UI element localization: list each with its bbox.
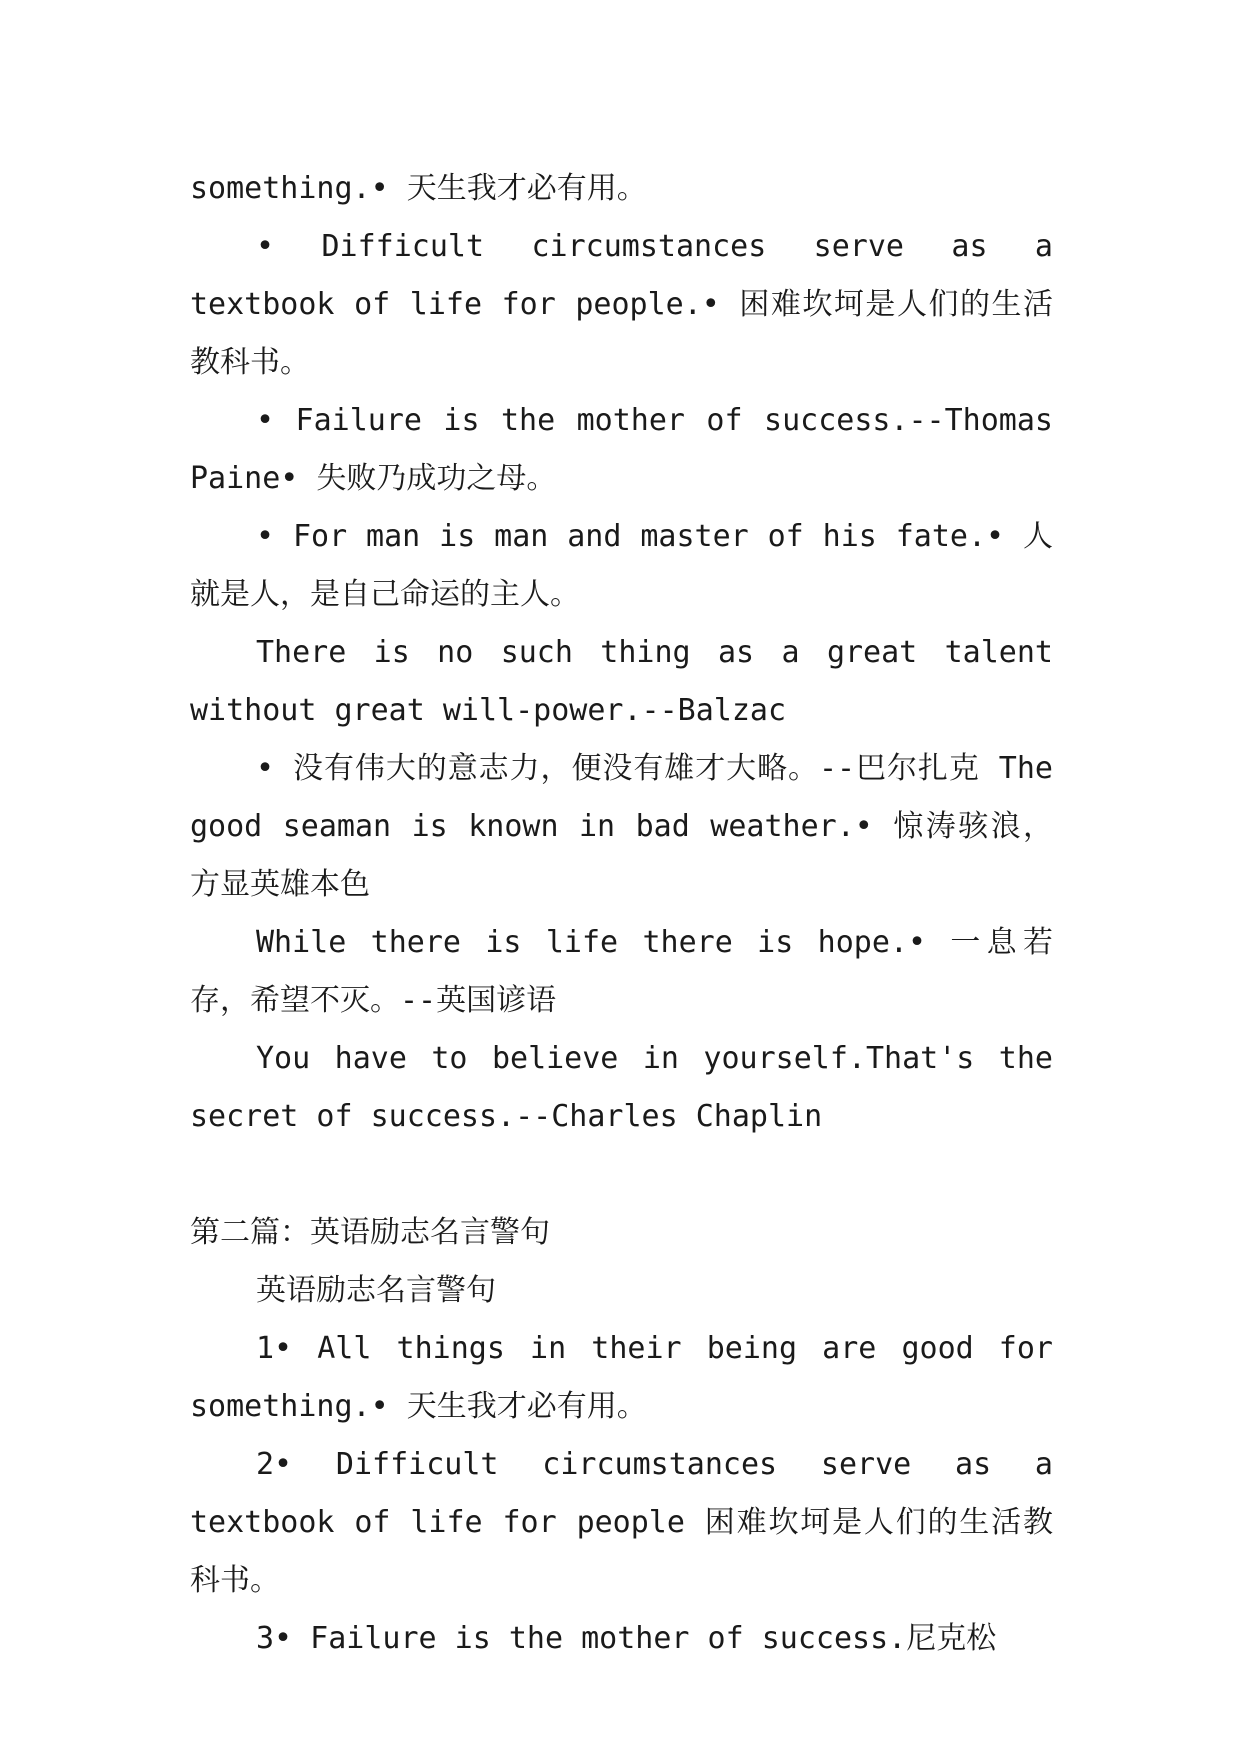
section-heading: 第二篇：英语励志名言警句	[190, 1215, 550, 1250]
subheading: 英语励志名言警句	[256, 1273, 496, 1308]
paragraph: There is no such thing as a great talent without great will-power.--Balzac	[190, 635, 1053, 728]
numbered-paragraph: 2• Difficult circumstances serve as a textbook of life for people 困难坎坷是人们的生活教科书。	[190, 1447, 1053, 1598]
paragraph: • Difficult circumstances serve as a textbook of life for people.• 困难坎坷是人们的生活教科书。	[190, 229, 1053, 380]
document-body	[190, 160, 1053, 1668]
paragraph: something.• 天生我才必有用。	[190, 171, 647, 206]
paragraph: While there is life there is hope.• 一息若存，希望不灭。--英国谚语	[190, 925, 1053, 1018]
paragraph: • For man is man and master of his fate.• 人就是人，是自己命运的主人。	[190, 519, 1053, 612]
section-spacer	[190, 1146, 1053, 1204]
numbered-paragraph: 3• Failure is the mother of success.尼克松	[256, 1621, 997, 1656]
paragraph: You have to believe in yourself.That's the secret of success.--Charles Chaplin	[190, 1041, 1053, 1134]
paragraph: • 没有伟大的意志力，便没有雄才大略。--巴尔扎克 The good seaman is known in bad weather.• 惊涛骇浪，方显英雄本色	[190, 751, 1053, 902]
numbered-paragraph: 1• All things in their being are good for something.• 天生我才必有用。	[190, 1331, 1053, 1424]
paragraph: • Failure is the mother of success.--Thomas Paine• 失败乃成功之母。	[190, 403, 1053, 496]
